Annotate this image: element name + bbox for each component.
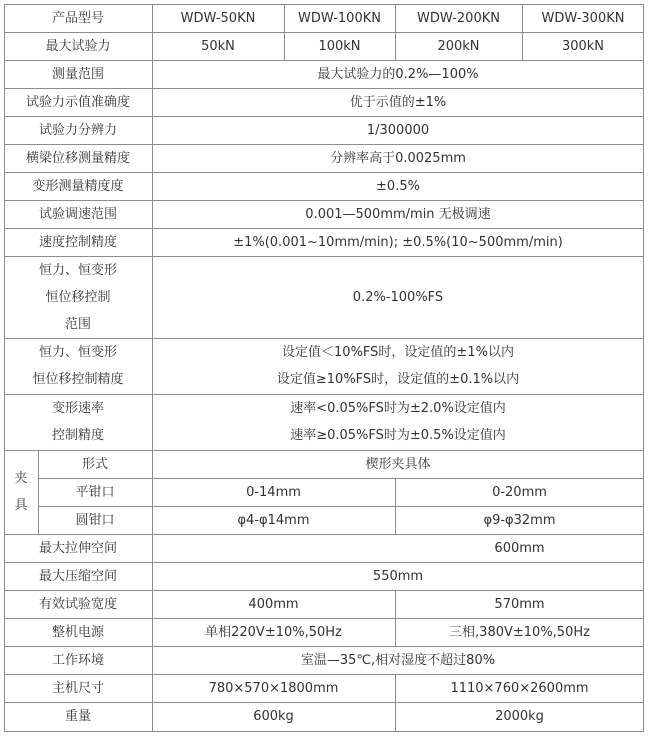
max-force-100kn: 100kN: [318, 38, 361, 54]
effective-width-value-small: 400mm: [248, 596, 299, 612]
row-label-power-supply: 整机电源: [51, 624, 104, 640]
row-label-beam-displacement: 横梁位移测量精度: [25, 150, 130, 166]
measure-range-value: 最大试验力的0.2%—100%: [317, 66, 479, 82]
constant-accuracy-value: [152, 338, 644, 394]
deform-rate-value: [152, 394, 644, 450]
row-label-constant-range: [4, 256, 152, 338]
row-label-model: 产品型号: [51, 10, 104, 26]
dimensions-value-small: 780×570×1800mm: [208, 680, 339, 696]
max-force-200kn: 200kN: [437, 38, 480, 54]
max-tension-space-value: 600mm: [494, 540, 545, 556]
row-label-measure-range: 测量范围: [51, 66, 104, 82]
deform-accuracy-value: ±0.5%: [376, 178, 420, 194]
max-force-50kn: 50kN: [201, 38, 235, 54]
label-line: 恒位移控制精度: [32, 372, 124, 387]
label-line: 恒力、恒变形: [38, 345, 117, 360]
model-200kn: WDW-200KN: [417, 10, 500, 26]
label-line: 恒位移控制: [45, 289, 111, 305]
fixture-form-value: 楔形夹具体: [365, 456, 431, 472]
row-label-weight: 重量: [64, 709, 91, 724]
flat-jaw-value-small: 0-14mm: [246, 484, 301, 500]
round-jaw-value-small: φ4-φ14mm: [237, 512, 310, 528]
row-label-round-jaw: 圆钳口: [75, 512, 115, 528]
weight-value-large: 2000kg: [495, 709, 544, 724]
model-100kn: WDW-100KN: [298, 10, 381, 26]
model-300kn: WDW-300KN: [541, 10, 625, 26]
label-line: 范围: [64, 316, 91, 332]
row-label-constant-accuracy: [4, 338, 152, 394]
row-label-max-force: 最大试验力: [45, 38, 111, 54]
weight-value-small: 600kg: [253, 709, 294, 724]
dimensions-value-large: 1110×760×2600mm: [450, 680, 589, 696]
max-force-300kn: 300kN: [561, 38, 605, 54]
effective-width-value-large: 570mm: [494, 596, 545, 612]
label-char: 夹: [14, 471, 28, 486]
row-label-speed-range: 试验调速范围: [38, 206, 117, 222]
environment-value: 室温—35℃,相对湿度不超过80%: [300, 652, 496, 668]
max-compression-space-value: 550mm: [372, 568, 424, 584]
row-label-max-compression-space: 最大压缩空间: [38, 568, 117, 584]
label-char: 具: [14, 498, 28, 513]
row-label-speed-accuracy: 速度控制精度: [38, 234, 117, 250]
value-line: 速率<0.05%FS时为±2.0%设定值内: [290, 401, 506, 416]
label-line: 恒力、恒变形: [38, 262, 117, 278]
value-line: 速率≥0.05%FS时为±0.5%设定值内: [290, 428, 506, 443]
power-supply-value-small: 单相220V±10%,50Hz: [205, 624, 342, 640]
force-resolution-value: 1/300000: [366, 122, 430, 138]
row-label-effective-width: 有效试验宽度: [38, 596, 117, 612]
row-label-force-resolution: 试验力分辨力: [38, 122, 117, 138]
grid-line: [4, 731, 644, 732]
row-label-environment: 工作环境: [51, 652, 104, 668]
beam-displacement-value: 分辨率高于0.0025mm: [330, 150, 466, 166]
power-supply-value-large: 三相,380V±10%,50Hz: [449, 624, 590, 640]
value-line: 设定值≥10%FS时，设定值的±0.1%以内: [276, 372, 520, 387]
row-label-max-tension-space: 最大拉伸空间: [38, 540, 117, 556]
force-accuracy-value: 优于示值的±1%: [349, 94, 447, 110]
speed-accuracy-value: ±1%(0.001~10mm/min); ±0.5%(10~500mm/min): [233, 234, 563, 250]
speed-range-value: 0.001—500mm/min 无极调速: [305, 206, 491, 222]
row-label-flat-jaw: 平钳口: [75, 484, 115, 500]
label-line: 变形速率: [51, 401, 104, 416]
spec-table: [4, 4, 644, 732]
row-label-dimensions: 主机尺寸: [51, 680, 104, 696]
row-label-deform-rate: [4, 394, 152, 450]
model-50kn: WDW-50KN: [180, 10, 256, 26]
value-line: 设定值＜10%FS时，设定值的±1%以内: [282, 345, 514, 360]
flat-jaw-value-large: 0-20mm: [492, 484, 547, 500]
constant-range-value: 0.2%-100%FS: [352, 289, 444, 305]
label-line: 控制精度: [51, 428, 104, 443]
row-label-deform-accuracy: 变形测量精度度: [32, 178, 124, 194]
round-jaw-value-large: φ9-φ32mm: [483, 512, 556, 528]
fixture-group-label: [4, 450, 38, 534]
row-label-fixture-form: 形式: [81, 456, 108, 472]
row-label-force-accuracy: 试验力示值准确度: [25, 94, 130, 110]
